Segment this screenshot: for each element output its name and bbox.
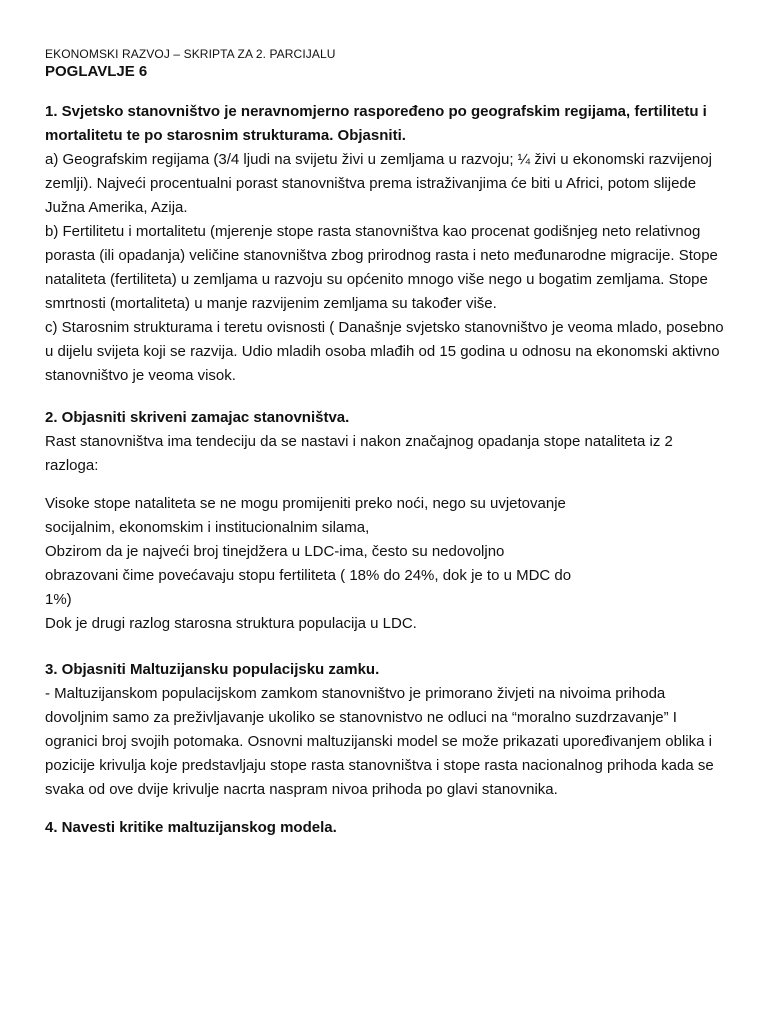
- question-1-answer-c: c) Starosnim strukturama i teretu ovisnosti ( Današnje svjetsko stanovništvo je veoma mlado, posebno u dijelu svijeta koji se razvija. Udio mladih osoba mlađih od 15 godina u odnosu na ekonomski aktivno stanovništvo je veoma visok.: [45, 319, 724, 384]
- question-3-answer: - Maltuzijanskom populacijskom zamkom stanovništvo je primorano živjeti na nivoima prihoda dovoljnim samo za preživljavanje ukoliko se stanovnistvo ne odluci na “moralno suzdrzavanje” I ogranici broj svojih potomaka. Osnovni maltuzijanski model se može prikazati upoređivanjem oblika i pozicije krivulja koje predstavljaju stope rasta stanovništva i stope rasta nacionalnog prihoda kada se svaka od ove dvije krivulje nacrta naspram nivoa prihoda po glavi stanovnika.: [45, 685, 714, 798]
- question-1-title: 1. Svjetsko stanovništvo je neravnomjerno raspoređeno po geografskim regijama, fertilitetu i mortalitetu te po starosnim strukturama. Objasniti.: [45, 103, 707, 144]
- question-1-answer-a: a) Geografskim regijama (3/4 ljudi na svijetu živi u zemljama u razvoju; ¼ živi u ekonomski razvijenoj zemlji). Najveći procentualni porast stanovništva prema istraživanjima će biti u Africi, potom slijede Južna Amerika, Azija.: [45, 151, 712, 216]
- reason-line: Dok je drugi razlog starosna struktura populacija u LDC.: [45, 615, 417, 632]
- question-2-reasons: [45, 492, 728, 636]
- question-2-intro: Rast stanovništva ima tendeciju da se nastavi i nakon značajnog opadanja stope nataliteta iz 2 razloga:: [45, 433, 673, 474]
- question-2-title: 2. Objasniti skriveni zamajac stanovništva.: [45, 409, 350, 426]
- reason-line: obrazovani čime povećavaju stopu fertiliteta ( 18% do 24%, dok je to u MDC do: [45, 567, 572, 584]
- reason-line: 1%): [45, 591, 72, 608]
- reason-line: socijalnim, ekonomskim i institucionalnim silama,: [45, 519, 370, 536]
- question-4-title: 4. Navesti kritike maltuzijanskog modela.: [45, 819, 337, 836]
- reason-line: Obzirom da je najveći broj tinejdžera u LDC-ima, često su nedovoljno: [45, 543, 505, 560]
- reason-line: Visoke stope nataliteta se ne mogu promijeniti preko noći, nego su uvjetovanje: [45, 495, 566, 512]
- chapter-title: POGLAVLJE 6: [45, 63, 148, 80]
- question-3-title: 3. Objasniti Maltuzijansku populacijsku zamku.: [45, 661, 380, 678]
- question-1-answer-b: b) Fertilitetu i mortalitetu (mjerenje stope rasta stanovništva kao procenat godišnjeg neto relativnog porasta (ili opadanja) veličine stanovništva zbog prirodnog rasta i neto međunarodne migracije. Stope nataliteta (fertiliteta) u zemljama u razvoju su općenito mnogo više nego u bogatim zemljama. Stope smrtnosti (mortaliteta) u manje razvijenim zemljama su također više.: [45, 223, 718, 312]
- course-header: EKONOMSKI RAZVOJ – SKRIPTA ZA 2. PARCIJALU: [45, 47, 336, 61]
